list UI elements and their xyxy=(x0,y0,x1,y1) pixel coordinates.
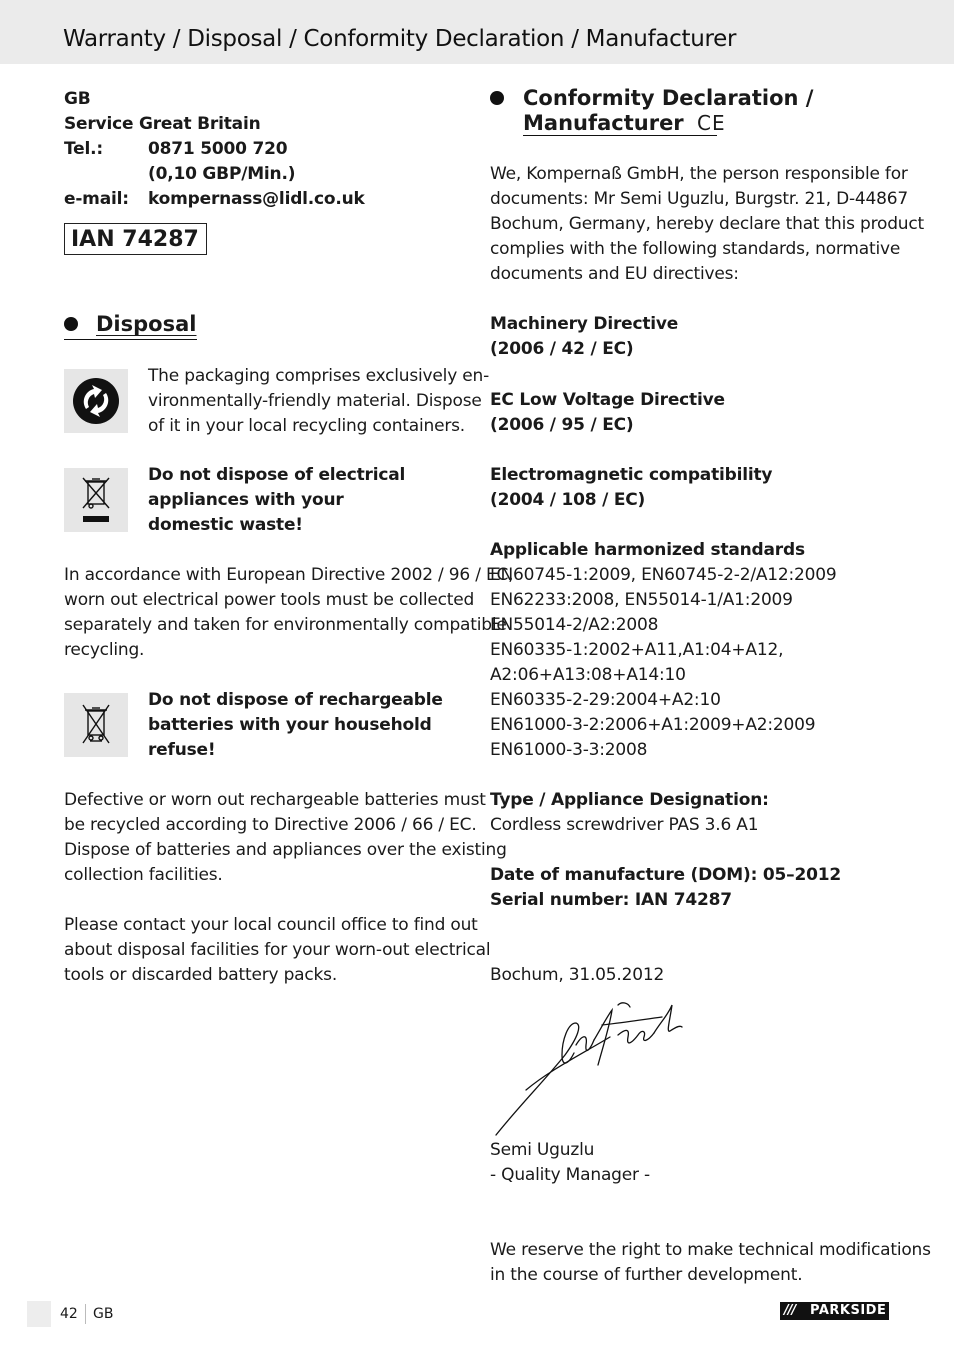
intro-line-3: Bochum, Germany, hereby declare that this product xyxy=(490,214,924,234)
battery-line-4: collection facilities. xyxy=(64,865,223,885)
logo-slashes: /// xyxy=(784,1303,796,1318)
directive-line-3: separately and taken for environmentally compatible xyxy=(64,615,507,635)
battery-line-1: Defective or worn out rechargeable batteries must xyxy=(64,790,486,810)
council-line-1: Please contact your local council office to find out xyxy=(64,915,478,935)
type-value: Cordless screwdriver PAS 3.6 A1 xyxy=(490,815,759,835)
heading-underline xyxy=(523,135,717,136)
page-title: Warranty / Disposal / Conformity Declaration / Manufacturer xyxy=(63,26,737,52)
footer-divider xyxy=(85,1304,86,1324)
tel-number: 0871 5000 720 xyxy=(148,139,288,159)
service-country: GB xyxy=(64,89,91,109)
tel-rate: (0,10 GBP/Min.) xyxy=(148,164,296,184)
heading-underline xyxy=(64,339,197,340)
standards-title: Applicable harmonized standards xyxy=(490,540,805,560)
packaging-line-1: The packaging comprises exclusively en- xyxy=(148,366,490,386)
disposal-heading xyxy=(96,311,196,337)
standard-line: EN60335-2-29:2004+A2:10 xyxy=(490,690,721,710)
conformity-heading-line-1: Conformity Declaration / xyxy=(523,86,814,110)
serial-number: Serial number: IAN 74287 xyxy=(490,890,732,910)
conformity-heading-text: Manufacturer xyxy=(523,111,684,135)
lvd-code: (2006 / 95 / EC) xyxy=(490,415,634,435)
conformity-heading-line-2 xyxy=(523,110,726,136)
modifications-line-2: in the course of further development. xyxy=(490,1265,803,1285)
electrical-warning-3: domestic waste! xyxy=(148,515,303,535)
standard-line: EN61000-3-2:2006+A1:2009+A2:2009 xyxy=(490,715,816,735)
ce-mark-icon: CE xyxy=(696,111,726,135)
standard-line: EN60745-1:2009, EN60745-2-2/A12:2009 xyxy=(490,565,837,585)
bullet-icon xyxy=(64,317,78,331)
lvd-title: EC Low Voltage Directive xyxy=(490,390,725,410)
directive-line-1: In accordance with European Directive 2002 / 96 / EC, xyxy=(64,565,514,585)
machinery-code: (2006 / 42 / EC) xyxy=(490,339,634,359)
standard-line: EN62233:2008, EN55014-1/A1:2009 xyxy=(490,590,793,610)
standard-line: A2:06+A13:08+A14:10 xyxy=(490,665,686,685)
recycle-icon xyxy=(64,369,128,433)
electrical-warning-2: appliances with your xyxy=(148,490,344,510)
footer-marker xyxy=(27,1301,51,1327)
crossed-bin-battery-icon xyxy=(64,693,128,757)
packaging-line-2: vironmentally-friendly material. Dispose xyxy=(148,391,482,411)
date-of-manufacture: Date of manufacture (DOM): 05–2012 xyxy=(490,865,841,885)
council-line-2: about disposal facilities for your worn-out electrical xyxy=(64,940,491,960)
directive-line-4: recycling. xyxy=(64,640,145,660)
battery-line-3: Dispose of batteries and appliances over the existing xyxy=(64,840,507,860)
standard-line: EN55014-2/A2:2008 xyxy=(490,615,659,635)
signature-image xyxy=(490,995,700,1140)
place-date: Bochum, 31.05.2012 xyxy=(490,965,665,985)
type-title: Type / Appliance Designation: xyxy=(490,790,769,810)
email-label: e-mail: xyxy=(64,189,129,209)
intro-line-4: complies with the following standards, normative xyxy=(490,239,901,259)
signer-role: - Quality Manager - xyxy=(490,1165,650,1185)
emc-code: (2004 / 108 / EC) xyxy=(490,490,646,510)
modifications-line-1: We reserve the right to make technical modifications xyxy=(490,1240,931,1260)
machinery-title: Machinery Directive xyxy=(490,314,679,334)
crossed-bin-icon xyxy=(64,468,128,532)
council-line-3: tools or discarded battery packs. xyxy=(64,965,338,985)
battery-line-2: be recycled according to Directive 2006 / 66 / EC. xyxy=(64,815,477,835)
standard-line: EN61000-3-3:2008 xyxy=(490,740,648,760)
emc-title: Electromagnetic compatibility xyxy=(490,465,773,485)
electrical-warning-1: Do not dispose of electrical xyxy=(148,465,406,485)
logo-text: PARKSIDE xyxy=(810,1303,887,1318)
service-name: Service Great Britain xyxy=(64,114,261,134)
intro-line-2: documents: Mr Semi Uguzlu, Burgstr. 21, D-44867 xyxy=(490,189,909,209)
ian-box: IAN 74287 xyxy=(64,223,207,255)
intro-line-1: We, Kompernaß GmbH, the person responsible for xyxy=(490,164,908,184)
footer-language: GB xyxy=(93,1306,114,1322)
page-number: 42 xyxy=(60,1306,78,1322)
parkside-logo xyxy=(780,1302,889,1320)
intro-line-5: documents and EU directives: xyxy=(490,264,739,284)
battery-warning-1: Do not dispose of rechargeable xyxy=(148,690,443,710)
disposal-heading-text: Disposal xyxy=(96,312,197,336)
bullet-icon xyxy=(490,91,504,105)
email-value[interactable]: kompernass@lidl.co.uk xyxy=(148,189,365,209)
standard-line: EN60335-1:2002+A11,A1:04+A12, xyxy=(490,640,784,660)
packaging-line-3: of it in your local recycling containers. xyxy=(148,416,465,436)
directive-line-2: worn out electrical power tools must be collected xyxy=(64,590,475,610)
signer-name: Semi Uguzlu xyxy=(490,1140,595,1160)
battery-warning-2: batteries with your household xyxy=(148,715,432,735)
battery-warning-3: refuse! xyxy=(148,740,216,760)
tel-label: Tel.: xyxy=(64,139,103,159)
